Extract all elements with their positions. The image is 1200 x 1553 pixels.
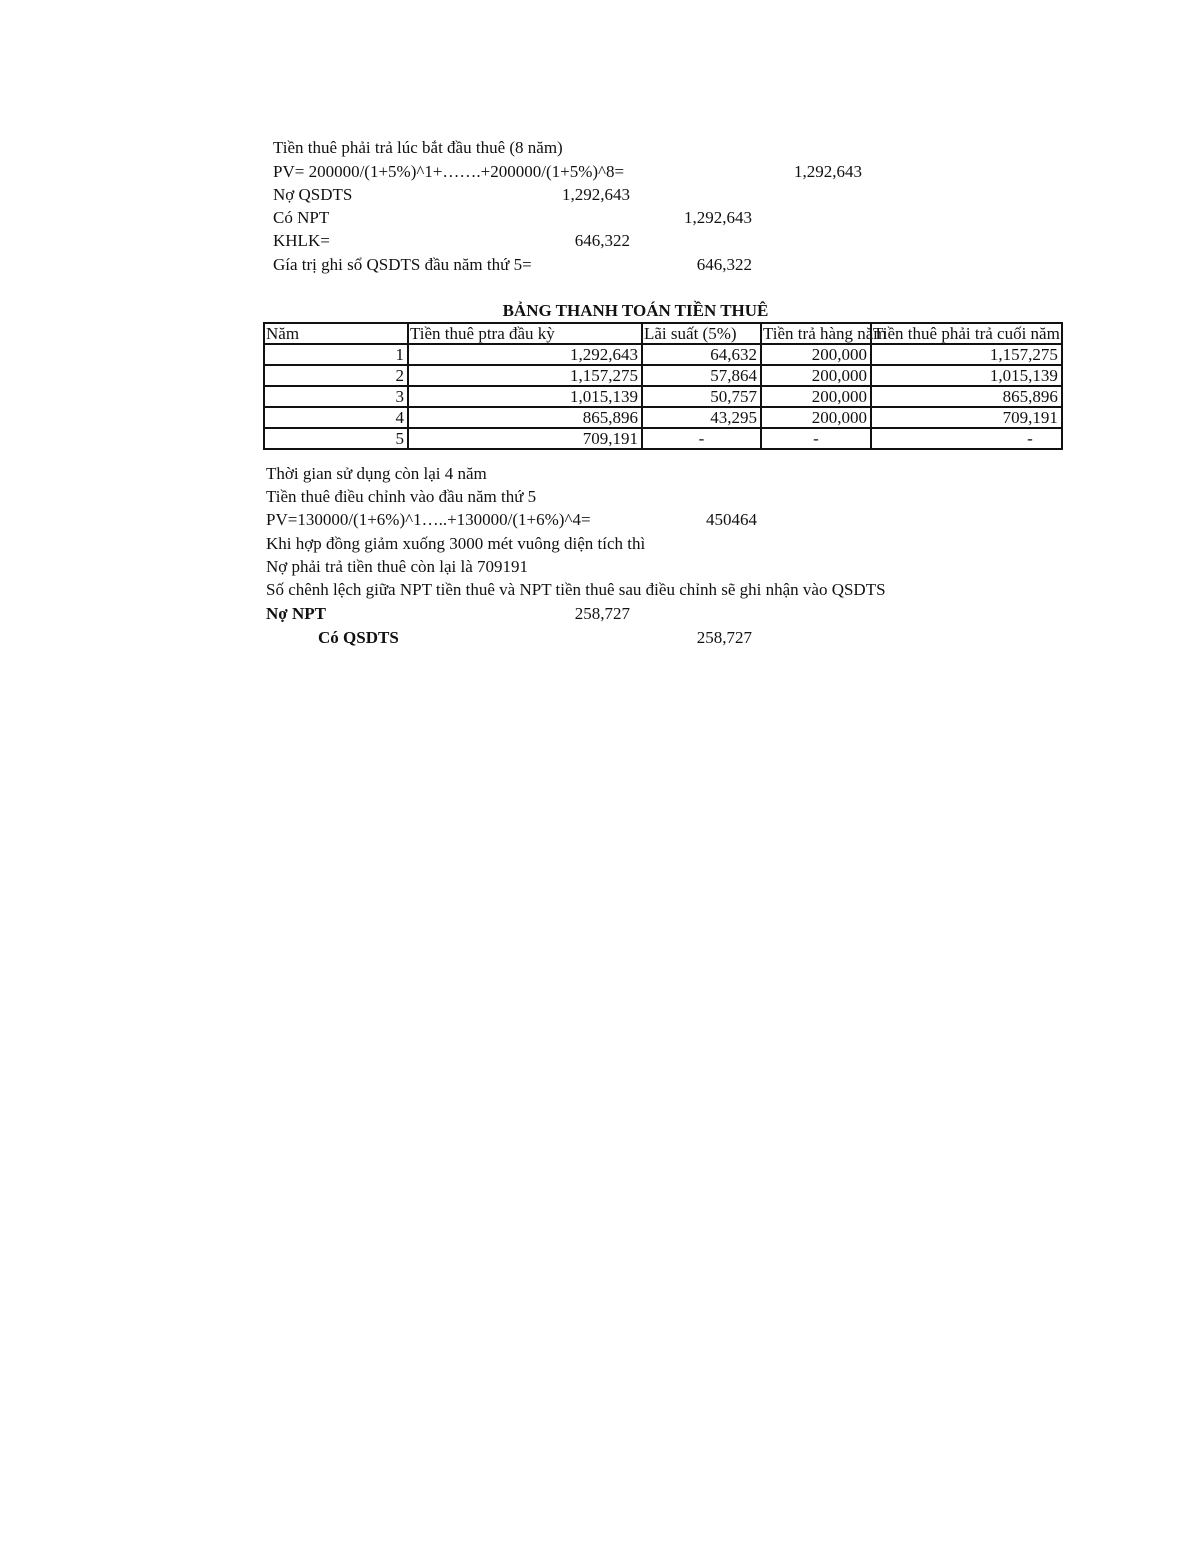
table-row [264,428,1062,449]
no-npt-label: Nợ NPT [266,604,326,623]
pv-formula: PV= 200000/(1+5%)^1+…….+200000/(1+5%)^8= [273,162,625,181]
cell-opening-balance: 1,157,275 [408,365,642,386]
table-title: BẢNG THANH TOÁN TIỀN THUÊ [502,301,769,320]
cell-annual-payment: - [761,428,871,449]
pv2-formula: PV=130000/(1+6%)^1…..+130000/(1+6%)^4= [266,510,591,529]
cell-closing-balance: - [871,428,1062,449]
table-header-row [264,323,1062,344]
gia-tri-value: 646,322 [696,255,752,274]
table-row [264,386,1062,407]
cell-annual-payment: 200,000 [761,407,871,428]
no-qsdts-value: 1,292,643 [562,185,630,204]
cell-interest: - [642,428,761,449]
header-closing-balance: Tiền thuê phải trả cuối năm [873,324,1060,343]
khlk-value: 646,322 [574,231,630,250]
area-reduction-note: Khi hợp đồng giảm xuống 3000 mét vuông diện tích thì [266,534,646,553]
gia-tri-label: Gía trị ghi sổ QSDTS đầu năm thứ 5= [273,255,532,274]
cell-opening-balance: 709,191 [408,428,642,449]
cell-interest: 50,757 [642,386,761,407]
cell-year: 4 [264,407,408,428]
co-npt-value: 1,292,643 [684,208,752,227]
pv2-value: 450464 [706,510,757,529]
cell-annual-payment: 200,000 [761,344,871,365]
cell-opening-balance: 1,292,643 [408,344,642,365]
table-row [264,407,1062,428]
cell-closing-balance: 1,015,139 [871,365,1062,386]
co-qsdts-value: 258,727 [696,628,752,647]
pv-value: 1,292,643 [794,162,862,181]
adjusted-rent-note: Tiền thuê điều chỉnh vào đầu năm thứ 5 [266,487,537,506]
table-row [264,344,1062,365]
cell-closing-balance: 865,896 [871,386,1062,407]
cell-year: 1 [264,344,408,365]
cell-interest: 43,295 [642,407,761,428]
cell-interest: 64,632 [642,344,761,365]
cell-year: 5 [264,428,408,449]
cell-opening-balance: 1,015,139 [408,386,642,407]
cell-closing-balance: 709,191 [871,407,1062,428]
co-npt-label: Có NPT [273,208,330,227]
co-qsdts-label: Có QSDTS [318,628,399,647]
cell-annual-payment: 200,000 [761,386,871,407]
no-npt-value: 258,727 [574,604,630,623]
header-annual-payment: Tiền trả hàng năm [763,324,887,343]
intro-heading: Tiền thuê phải trả lúc bắt đầu thuê (8 năm) [273,138,563,157]
khlk-label: KHLK= [273,231,330,250]
cell-year: 3 [264,386,408,407]
lease-payment-table [263,322,1063,450]
remaining-liability-note: Nợ phải trả tiền thuê còn lại là 709191 [266,557,529,576]
cell-opening-balance: 865,896 [408,407,642,428]
cell-annual-payment: 200,000 [761,365,871,386]
no-qsdts-label: Nợ QSDTS [273,185,353,204]
cell-closing-balance: 1,157,275 [871,344,1062,365]
header-opening-balance: Tiền thuê ptra đầu kỳ [408,323,642,344]
difference-note: Số chênh lệch giữa NPT tiền thuê và NPT tiền thuê sau điều chỉnh sẽ ghi nhận vào QSDTS [266,580,886,599]
cell-year: 2 [264,365,408,386]
remaining-term-note: Thời gian sử dụng còn lại 4 năm [266,464,487,483]
table-row [264,365,1062,386]
header-interest: Lãi suất (5%) [642,323,761,344]
header-year: Năm [264,323,408,344]
cell-interest: 57,864 [642,365,761,386]
